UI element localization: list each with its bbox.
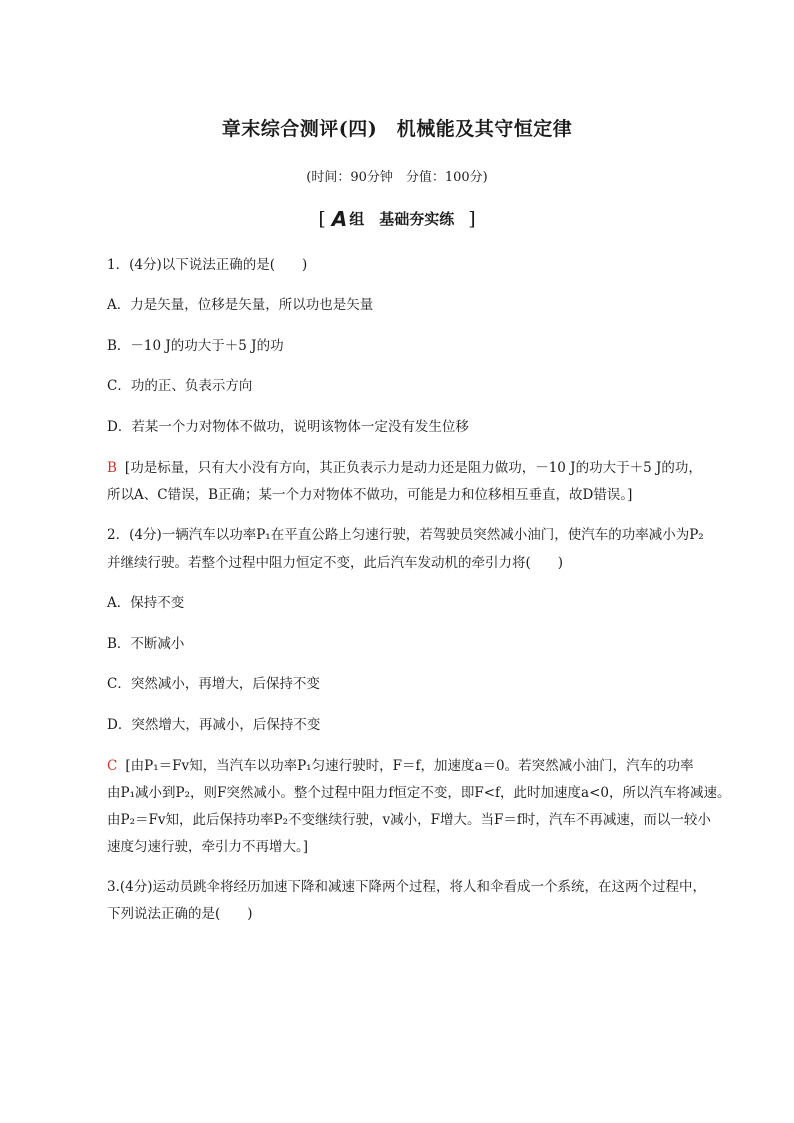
question-2-option-d: D．突然增大，再减小，后保持不变 bbox=[107, 717, 321, 733]
answer-explanation-line: [功是标量，只有大小没有方向，其正负表示力是动力还是阻力做功，－10 J的功大于＋5 J的功， bbox=[124, 460, 702, 476]
question-1-option-a: A．力是矢量，位移是矢量，所以功也是矢量 bbox=[107, 297, 374, 313]
section-heading bbox=[0, 207, 794, 231]
question-2-stem-line: 2．(4分)一辆汽车以功率P₁在平直公路上匀速行驶，若驾驶员突然减小油门，使汽车的功率减小为P₂ bbox=[107, 527, 704, 543]
answer-explanation-line: 所以A、C错误，B正确；某一个力对物体不做功，可能是力和位移相互垂直，故D错误。] bbox=[107, 487, 633, 503]
bracket-close: ] bbox=[468, 208, 476, 230]
question-1-option-d: D．若某一个力对物体不做功，说明该物体一定没有发生位移 bbox=[107, 419, 469, 435]
question-1-stem: 1．(4分)以下说法正确的是( ) bbox=[107, 257, 308, 273]
answer-letter: B bbox=[107, 460, 117, 476]
question-2-answer bbox=[107, 756, 694, 776]
question-2-option-a: A．保持不变 bbox=[107, 595, 185, 611]
bracket-open: [ bbox=[318, 208, 326, 230]
answer-explanation-line: 由P₁减小到P₂，则F突然减小。整个过程中阻力f恒定不变，即F<f，此时加速度a<0，所以汽车将减速。 bbox=[107, 785, 731, 801]
answer-letter: C bbox=[107, 758, 118, 774]
answer-explanation-line: 速度匀速行驶，牵引力不再增大。] bbox=[107, 839, 309, 855]
question-1-option-c: C．功的正、负表示方向 bbox=[107, 378, 253, 394]
group-label: 组 基础夯实练 bbox=[349, 210, 455, 228]
question-1-answer bbox=[107, 458, 702, 478]
answer-explanation-line: [由P₁＝Fv知，当汽车以功率P₁匀速行驶时，F＝f，加速度a＝0。若突然减小油门，汽车的功率 bbox=[125, 758, 694, 774]
question-1-option-b: B．－10 J的功大于＋5 J的功 bbox=[107, 338, 284, 354]
group-letter: A bbox=[331, 207, 348, 231]
question-3-stem-line: 下列说法正确的是( ) bbox=[107, 906, 253, 922]
question-2-option-b: B．不断减小 bbox=[107, 636, 185, 652]
answer-explanation-line: 由P₂＝Fv知，此后保持功率P₂不变继续行驶，v减小，F增大。当F＝f时，汽车不再减速，而以一较小 bbox=[107, 812, 711, 828]
page-title: 章末综合测评(四) 机械能及其守恒定律 bbox=[221, 118, 573, 140]
question-2-option-c: C．突然减小，再增大，后保持不变 bbox=[107, 676, 320, 692]
exam-meta: (时间：90分钟 分值：100分) bbox=[306, 170, 488, 185]
question-3-stem-line: 3.(4分)运动员跳伞将经历加速下降和减速下降两个过程，将人和伞看成一个系统，在这两个过程中， bbox=[107, 879, 707, 895]
question-2-stem-line: 并继续行驶。若整个过程中阻力恒定不变，此后汽车发动机的牵引力将( ) bbox=[107, 555, 564, 571]
